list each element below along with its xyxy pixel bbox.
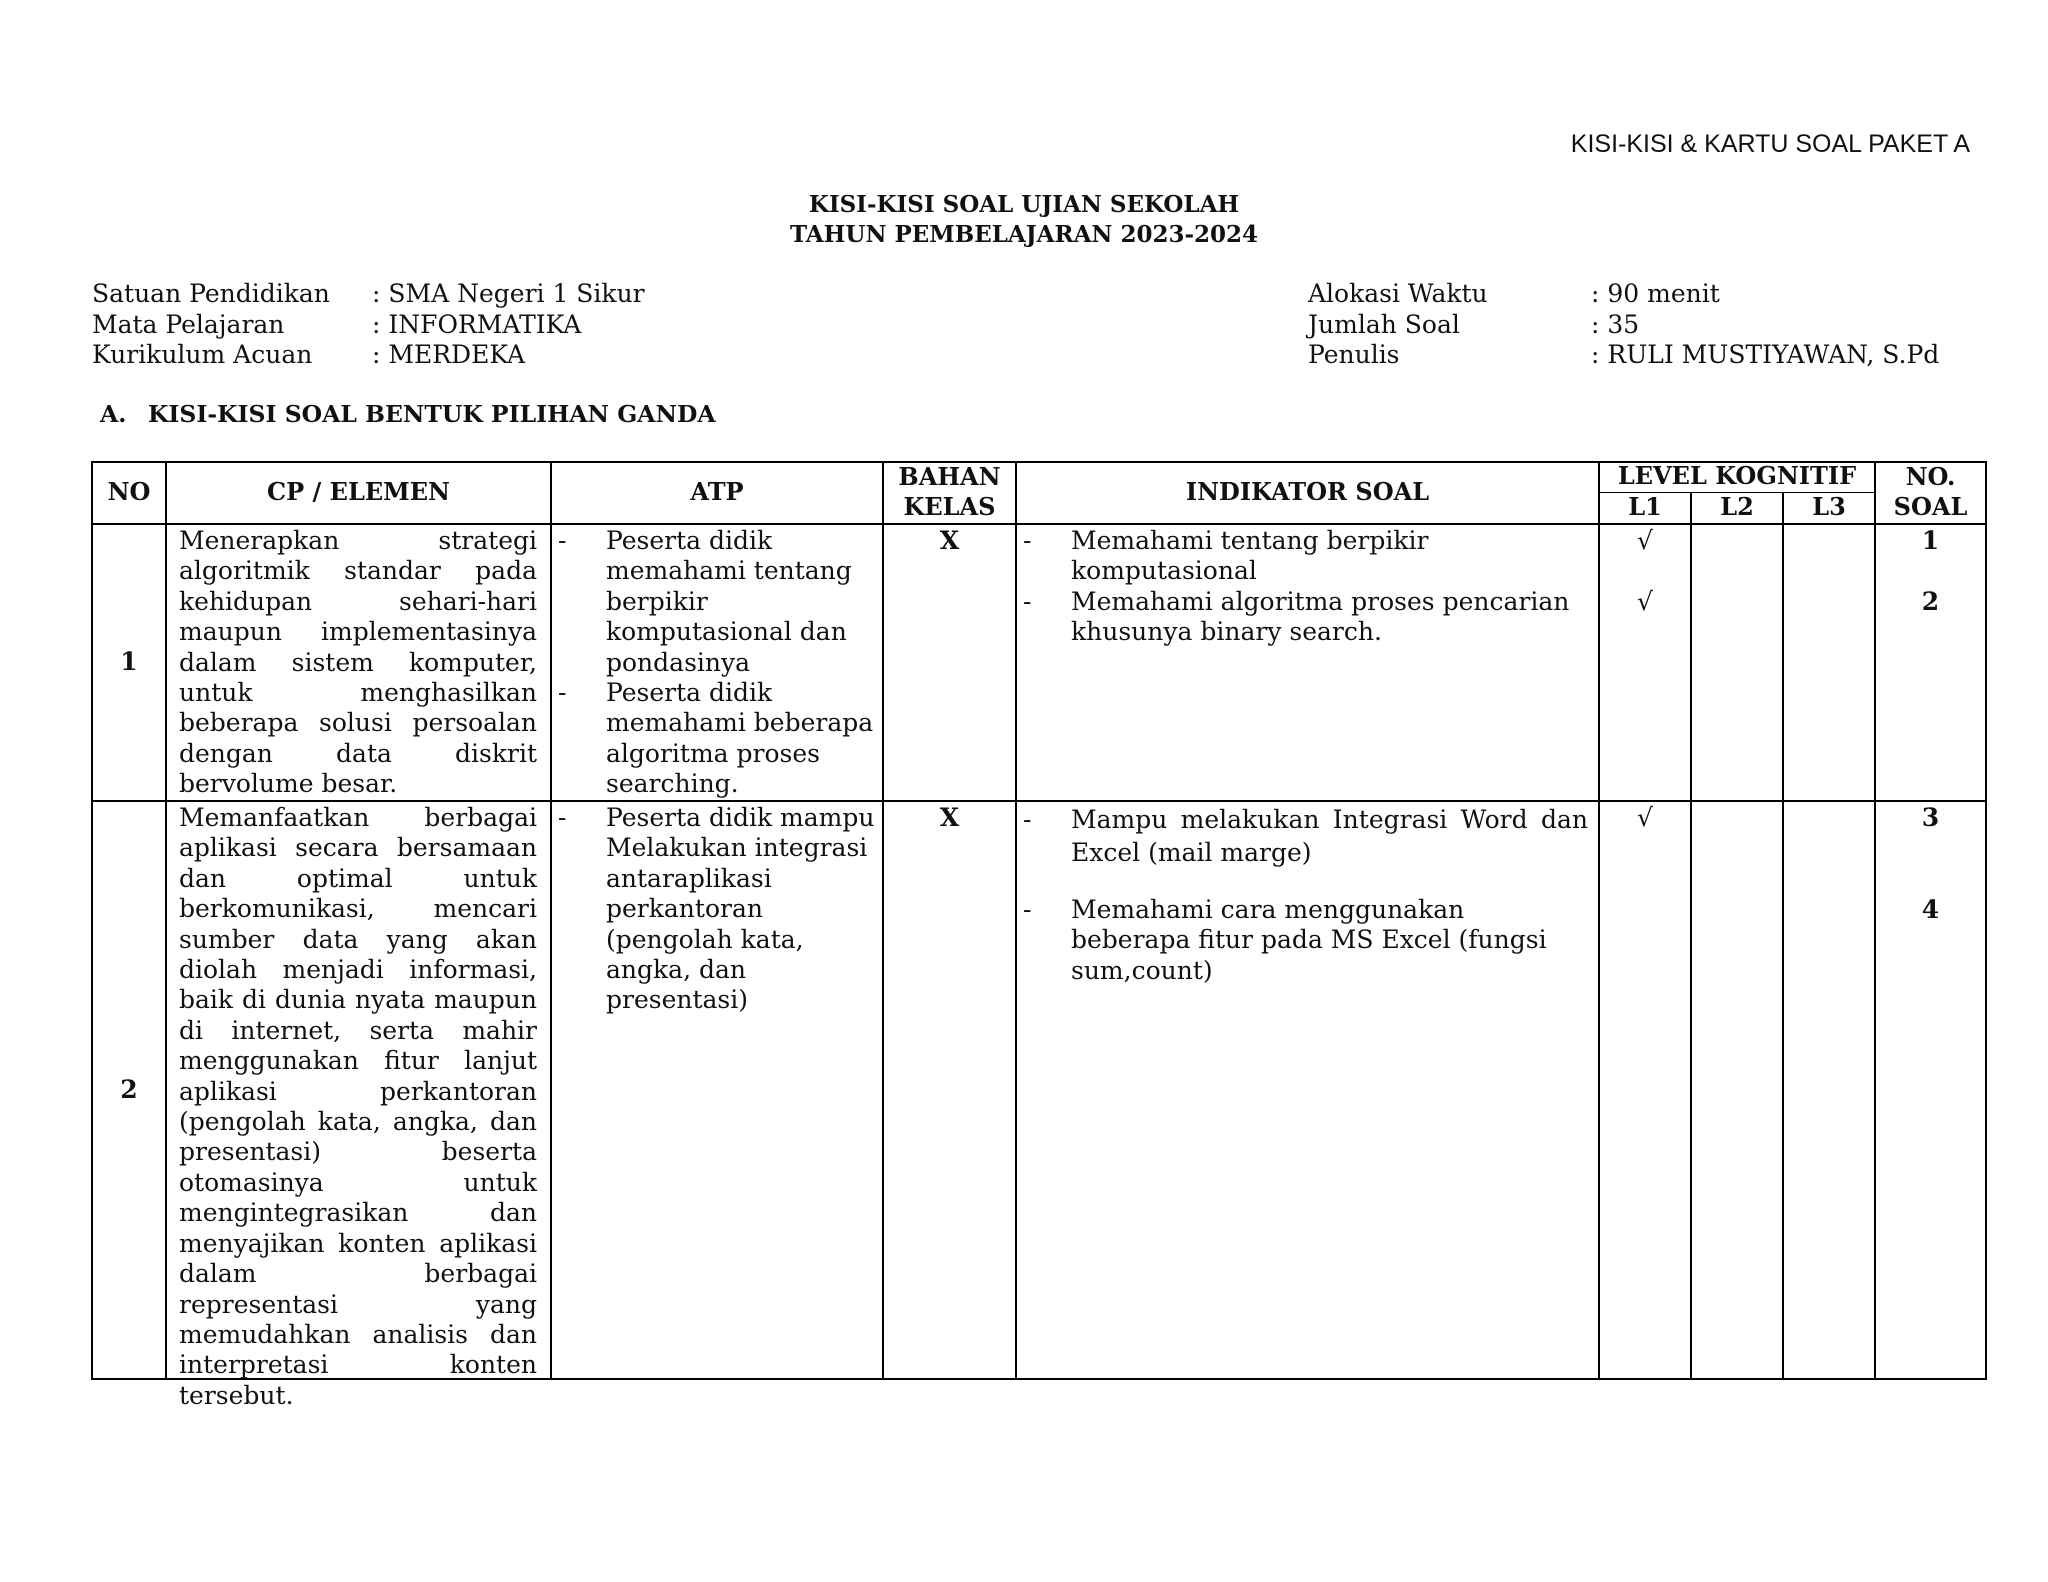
row-number: 2	[120, 1075, 138, 1104]
header-atp: ATP	[690, 477, 744, 506]
meta-label: Penulis	[1308, 340, 1400, 369]
indikator-item: - Memahami cara menggunakan beberapa fitur pada MS Excel (fungsi sum,count)	[1023, 895, 1547, 985]
meta-row	[92, 279, 645, 310]
meta-row	[1308, 279, 1939, 310]
meta-label: Satuan Pendidikan	[92, 279, 330, 308]
document-title	[0, 190, 2048, 250]
section-title: KISI-KISI SOAL BENTUK PILIHAN GANDA	[148, 400, 716, 428]
meta-value: : 35	[1591, 309, 1640, 339]
meta-value: : MERDEKA	[372, 340, 526, 369]
indikator-item: - Memahami tentang berpikir komputasional	[1023, 526, 1429, 586]
bahan-kelas-mark: X	[939, 526, 960, 555]
meta-row	[92, 340, 645, 371]
meta-left-block	[92, 279, 645, 371]
header-bahan-line1: BAHAN	[898, 462, 1001, 491]
meta-value: : INFORMATIKA	[372, 309, 582, 339]
meta-right-block	[1308, 279, 1939, 371]
cp-elemen-text: Menerapkan strategi algoritmik standar pada kehidupan sehari-hari maupun implementasinya dalam sistem komputer, untuk menghasilkan beberapa solusi persoalan dengan data diskrit bervolume besar.	[179, 526, 537, 799]
atp-list	[558, 526, 878, 800]
page-header: KISI-KISI & KARTU SOAL PAKET A	[1570, 130, 1970, 158]
col-divider	[550, 461, 552, 1380]
col-divider	[165, 461, 167, 1380]
meta-row	[1308, 310, 1939, 341]
l1-checkmark: √	[1637, 803, 1653, 832]
section-heading	[100, 400, 716, 428]
header-l2: L2	[1720, 492, 1754, 521]
meta-value: : RULI MUSTIYAWAN, S.Pd	[1591, 340, 1940, 369]
cp-elemen-text: Memanfaatkan berbagai aplikasi secara bersamaan dan optimal untuk berkomunikasi, mencari sumber data yang akan diolah menjadi informasi, baik di dunia nyata maupun di internet, serta mahir menggunakan fitur lanjut aplikasi perkantoran (pengolah kata, angka, dan presentasi) beserta otomasinya untuk mengintegrasikan dan menyajikan konten aplikasi dalam berbagai representasi yang memudahkan analisis dan interpretasi konten tersebut.	[179, 803, 537, 1410]
l1-checkmark: √	[1637, 526, 1653, 555]
header-nosoal-line1: NO.	[1905, 462, 1956, 491]
meta-label: Mata Pelajaran	[92, 309, 285, 339]
title-line-1: KISI-KISI SOAL UJIAN SEKOLAH	[808, 191, 1240, 218]
row-number: 1	[120, 647, 138, 676]
section-letter: A.	[100, 400, 127, 428]
indikator-item-text: Memahami algoritma proses pencarian khusunya binary search.	[1071, 586, 1570, 647]
header-level-kognitif: LEVEL KOGNITIF	[1617, 461, 1857, 490]
table-row-divider	[91, 800, 1987, 802]
col-divider	[1690, 493, 1692, 1380]
indikator-list	[1023, 526, 1588, 648]
meta-value: : SMA Negeri 1 Sikur	[372, 279, 645, 308]
atp-item: - Peserta didik memahami beberapa algoritma proses searching.	[558, 678, 874, 799]
atp-list	[558, 803, 878, 1016]
table-header-divider	[91, 523, 1987, 525]
indikator-item: - Memahami algoritma proses pencarian khusunya binary search.	[1023, 586, 1570, 647]
header-indikator-soal: INDIKATOR SOAL	[1185, 477, 1430, 506]
atp-item-text: Peserta didik memahami tentang berpikir komputasional dan pondasinya	[606, 526, 852, 677]
indikator-item: - Mampu melakukan Integrasi Word dan Excel (mail marge)	[1023, 805, 1588, 867]
header-nosoal-line2: SOAL	[1893, 492, 1968, 521]
title-line-2: TAHUN PEMBELAJARAN 2023-2024	[789, 221, 1259, 248]
indikator-list	[1023, 803, 1588, 986]
table-border-left	[91, 461, 93, 1380]
meta-label: Jumlah Soal	[1308, 309, 1460, 339]
indikator-item-text: Mampu melakukan Integrasi Word dan Excel (mail marge)	[1071, 805, 1588, 867]
no-soal-value: 3	[1921, 803, 1940, 832]
indikator-item-text: Memahami tentang berpikir komputasional	[1071, 526, 1429, 586]
header-no-soal	[1876, 462, 1985, 522]
col-divider	[882, 461, 884, 1380]
meta-label: Kurikulum Acuan	[92, 340, 313, 369]
no-soal-value: 4	[1921, 895, 1940, 924]
kisi-kisi-table	[91, 461, 1987, 1410]
bahan-kelas-mark: X	[939, 803, 960, 832]
col-divider	[1782, 493, 1784, 1380]
table-border-right	[1985, 461, 1987, 1380]
no-soal-value: 1	[1921, 526, 1940, 555]
header-cp-elemen: CP / ELEMEN	[267, 477, 450, 506]
header-l1: L1	[1628, 492, 1662, 521]
no-soal-value: 2	[1921, 587, 1940, 616]
atp-item-text: Peserta didik memahami beberapa algoritma proses searching.	[606, 678, 874, 799]
atp-item: - Peserta didik mampu Melakukan integrasi antaraplikasi perkantoran (pengolah kata, angka, dan presentasi)	[558, 803, 875, 1015]
header-l3: L3	[1812, 492, 1846, 521]
l1-checkmark: √	[1637, 587, 1653, 616]
atp-item-text: Peserta didik mampu Melakukan integrasi antaraplikasi perkantoran (pengolah kata, angka, dan presentasi)	[606, 803, 875, 1015]
header-bahan-kelas	[884, 462, 1015, 522]
meta-label: Alokasi Waktu	[1308, 279, 1488, 308]
meta-row	[92, 310, 645, 341]
indikator-item-text: Memahami cara menggunakan beberapa fitur pada MS Excel (fungsi sum,count)	[1071, 895, 1547, 985]
atp-item: - Peserta didik memahami tentang berpikir komputasional dan pondasinya	[558, 526, 852, 677]
meta-row	[1308, 340, 1939, 371]
meta-value: : 90 menit	[1591, 279, 1720, 308]
col-divider	[1015, 461, 1017, 1380]
header-bahan-line2: KELAS	[903, 492, 996, 521]
header-no: NO	[107, 477, 151, 506]
